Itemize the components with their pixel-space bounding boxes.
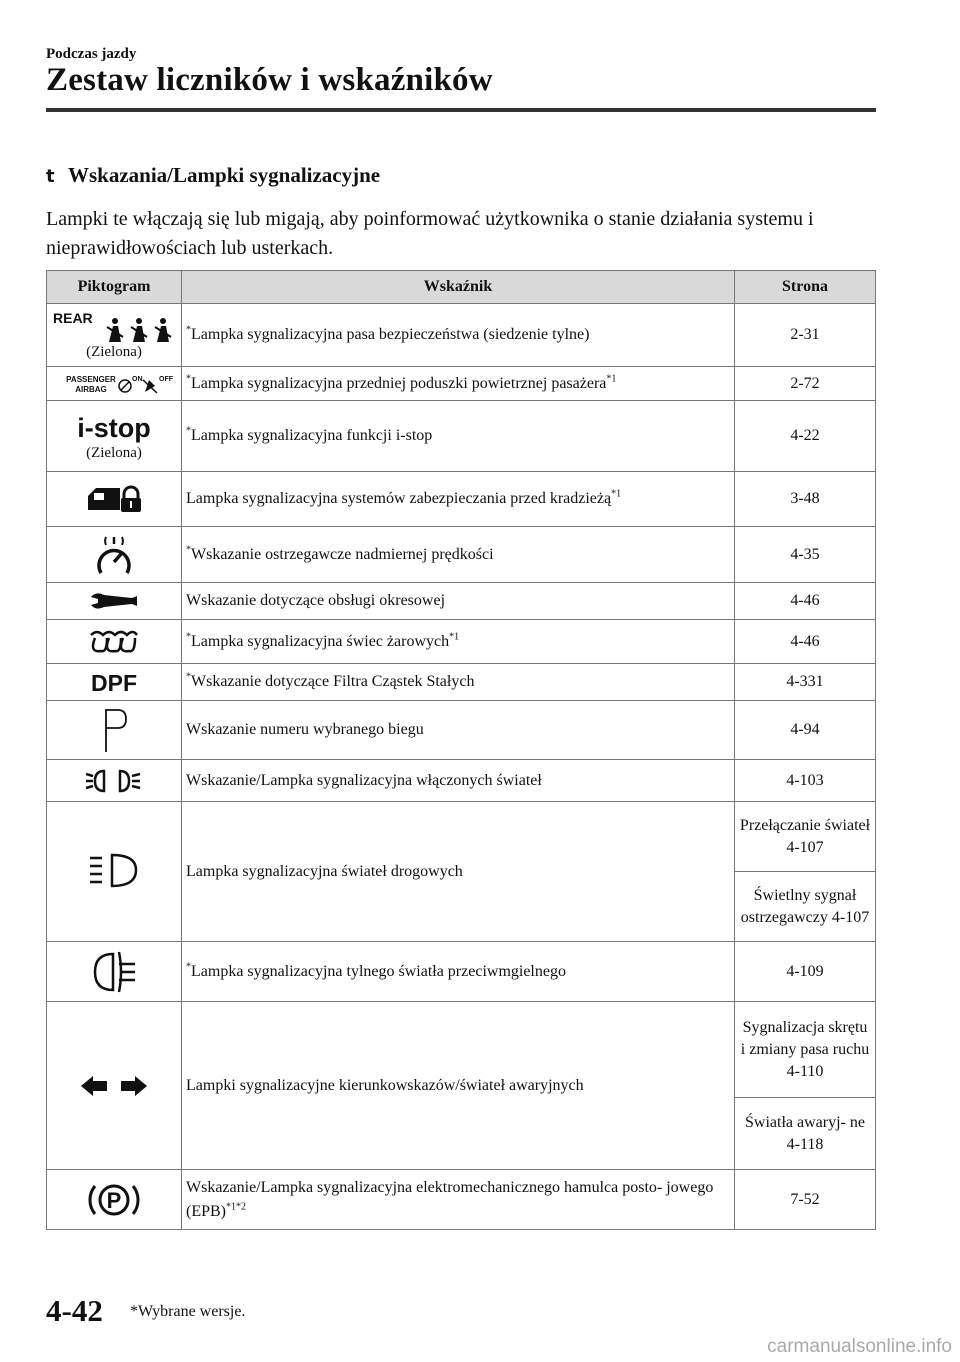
indicator-text: Lampka sygnalizacyjna tylnego światła przeciwmgielnego bbox=[191, 962, 566, 980]
page-ref: 4-331 bbox=[735, 664, 876, 701]
i-stop-icon bbox=[69, 410, 159, 444]
indicator-text: Lampka sygnalizacyjna funkcji i-stop bbox=[191, 427, 433, 444]
wrench-icon bbox=[88, 591, 140, 611]
page-ref: 4-94 bbox=[735, 701, 876, 760]
indicator-desc bbox=[182, 760, 735, 802]
page-ref: 4-109 bbox=[735, 942, 876, 1002]
table-row bbox=[47, 1170, 876, 1230]
indicator-text: Wskazanie dotyczące obsługi okresowej bbox=[186, 592, 446, 609]
pictogram-cell bbox=[47, 527, 182, 583]
page-ref: Sygnalizacja skrętu i zmiany pasa ruchu 4-110 bbox=[735, 1002, 876, 1098]
indicator-desc bbox=[182, 664, 735, 701]
page-ref: 4-46 bbox=[735, 620, 876, 664]
indicator-desc bbox=[182, 701, 735, 760]
indicator-text: Lampka sygnalizacyjna systemów zabezpieczania przed kradzieżą bbox=[186, 490, 612, 507]
table-row bbox=[47, 664, 876, 701]
page-ref: 4-35 bbox=[735, 527, 876, 583]
page-ref: 7-52 bbox=[735, 1170, 876, 1230]
svg-text:PASSENGER: PASSENGER bbox=[66, 374, 116, 384]
page-ref: 4-103 bbox=[735, 760, 876, 802]
table-row bbox=[47, 401, 876, 472]
table-row bbox=[47, 583, 876, 620]
subheading-marker: t bbox=[46, 166, 55, 187]
section-label: Podczas jazdy bbox=[46, 46, 137, 62]
indicator-desc bbox=[182, 583, 735, 620]
indicator-text: Lampki sygnalizacyjne kierunkowskazów/świateł awaryjnych bbox=[186, 1076, 584, 1094]
page-title: Zestaw liczników i wskaźników bbox=[46, 62, 493, 98]
indicator-text: Wskazanie/Lampka sygnalizacyjna włączonych świateł bbox=[186, 771, 542, 789]
page-ref: 2-72 bbox=[735, 367, 876, 401]
pictogram-cell bbox=[47, 664, 182, 701]
table-row bbox=[47, 527, 876, 583]
glow-plug-icon bbox=[87, 629, 141, 655]
page-ref: Światła awaryj- ne 4-118 bbox=[735, 1098, 876, 1170]
table-row bbox=[47, 1002, 876, 1098]
table-row bbox=[47, 701, 876, 760]
gear-p-icon bbox=[94, 706, 134, 754]
pictogram-cell bbox=[47, 401, 182, 472]
header-strona: Strona bbox=[735, 271, 876, 304]
header-wskaznik: Wskaźnik bbox=[182, 271, 735, 304]
footnote-ref: *1 bbox=[606, 373, 617, 385]
footnote: *Wybrane wersje. bbox=[130, 1303, 246, 1320]
passenger-airbag-icon bbox=[51, 372, 177, 396]
pictogram-cell bbox=[47, 304, 182, 367]
table-row bbox=[47, 367, 876, 401]
star-mark: * bbox=[186, 631, 191, 643]
indicator-text: Wskazanie dotyczące Filtra Cząstek Stałych bbox=[191, 673, 475, 690]
position-lights-icon bbox=[84, 768, 144, 794]
indicator-table bbox=[46, 270, 876, 1230]
page-ref: 3-48 bbox=[735, 472, 876, 527]
footnote-ref: *1*2 bbox=[226, 1201, 246, 1213]
indicator-desc bbox=[182, 527, 735, 583]
table-header-row bbox=[47, 271, 876, 304]
title-divider bbox=[46, 108, 876, 112]
page-number: 4-42 bbox=[46, 1293, 103, 1328]
table-row bbox=[47, 942, 876, 1002]
page-ref: Świetlny sygnał ostrzegawczy 4-107 bbox=[735, 872, 876, 942]
pictogram-cell bbox=[47, 367, 182, 401]
svg-text:DPF: DPF bbox=[91, 670, 137, 694]
svg-text:ON: ON bbox=[132, 375, 143, 383]
indicator-desc bbox=[182, 472, 735, 527]
high-beam-icon bbox=[84, 852, 144, 892]
svg-text:i-stop: i-stop bbox=[77, 413, 151, 443]
pictogram-cell bbox=[47, 620, 182, 664]
indicator-text: Wskazanie/Lampka sygnalizacyjna elektromechanicznego hamulca posto- jowego (EPB) bbox=[186, 1178, 714, 1220]
pictogram-cell bbox=[47, 472, 182, 527]
indicator-desc bbox=[182, 304, 735, 367]
pictogram-cell bbox=[47, 583, 182, 620]
intro-paragraph: Lampki te włączają się lub migają, aby poinformować użytkownika o stanie działania systemu i nieprawidłowościach lub usterkach. bbox=[46, 208, 814, 259]
page-ref: 4-22 bbox=[735, 401, 876, 472]
subheading-text: Wskazania/Lampki sygnalizacyjne bbox=[68, 163, 381, 187]
star-mark: * bbox=[186, 671, 191, 683]
table-row bbox=[47, 620, 876, 664]
indicator-text: Lampka sygnalizacyjna pasa bezpieczeństwa (siedzenie tylne) bbox=[191, 326, 590, 343]
rear-seatbelt-icon bbox=[51, 309, 177, 343]
footnote-ref: *1 bbox=[611, 488, 622, 500]
dpf-icon bbox=[84, 670, 144, 694]
indicator-desc bbox=[182, 1002, 735, 1170]
indicator-text: Lampka sygnalizacyjna przedniej poduszki powietrznej pasażera bbox=[191, 374, 607, 392]
star-mark: * bbox=[186, 324, 191, 336]
pictogram-cell bbox=[47, 701, 182, 760]
pictogram-cell bbox=[47, 1002, 182, 1170]
table-row bbox=[47, 472, 876, 527]
pictogram-caption: (Zielona) bbox=[86, 344, 142, 360]
footnote-ref: *1 bbox=[449, 631, 460, 643]
star-mark: * bbox=[186, 373, 191, 385]
star-mark: * bbox=[186, 544, 191, 556]
indicator-desc bbox=[182, 942, 735, 1002]
indicator-desc bbox=[182, 367, 735, 401]
rear-fog-icon bbox=[89, 950, 139, 994]
pictogram-cell bbox=[47, 1170, 182, 1230]
table-row bbox=[47, 802, 876, 872]
indicator-desc bbox=[182, 401, 735, 472]
table-row bbox=[47, 760, 876, 802]
page-ref: 4-46 bbox=[735, 583, 876, 620]
watermark: carmanualsonline.info bbox=[767, 1336, 952, 1357]
pictogram-cell bbox=[47, 942, 182, 1002]
page-ref: 2-31 bbox=[735, 304, 876, 367]
pictogram-caption: (Zielona) bbox=[86, 445, 142, 461]
subheading bbox=[46, 163, 380, 188]
header-piktogram: Piktogram bbox=[47, 271, 182, 304]
turn-signal-icon bbox=[79, 1074, 149, 1098]
indicator-text: Wskazanie ostrzegawcze nadmiernej prędkości bbox=[191, 545, 494, 563]
svg-text:AIRBAG: AIRBAG bbox=[75, 384, 107, 394]
indicator-desc bbox=[182, 620, 735, 664]
car-lock-icon bbox=[84, 484, 144, 514]
pictogram-cell bbox=[47, 802, 182, 942]
table-row bbox=[47, 304, 876, 367]
pictogram-cell bbox=[47, 760, 182, 802]
indicator-text: Wskazanie numeru wybranego biegu bbox=[186, 721, 424, 738]
star-mark: * bbox=[186, 425, 191, 437]
star-mark: * bbox=[186, 961, 191, 973]
indicator-text: Lampka sygnalizacyjna świec żarowych bbox=[191, 632, 450, 650]
indicator-desc bbox=[182, 802, 735, 942]
svg-text:OFF: OFF bbox=[159, 375, 173, 383]
parking-brake-icon bbox=[84, 1177, 144, 1223]
speed-warning-icon bbox=[89, 533, 139, 577]
page-ref: Przełączanie świateł 4-107 bbox=[735, 802, 876, 872]
svg-text:REAR: REAR bbox=[53, 310, 93, 326]
indicator-text: Lampka sygnalizacyjna świateł drogowych bbox=[186, 862, 463, 880]
indicator-desc bbox=[182, 1170, 735, 1230]
svg-text:P: P bbox=[106, 1187, 122, 1213]
